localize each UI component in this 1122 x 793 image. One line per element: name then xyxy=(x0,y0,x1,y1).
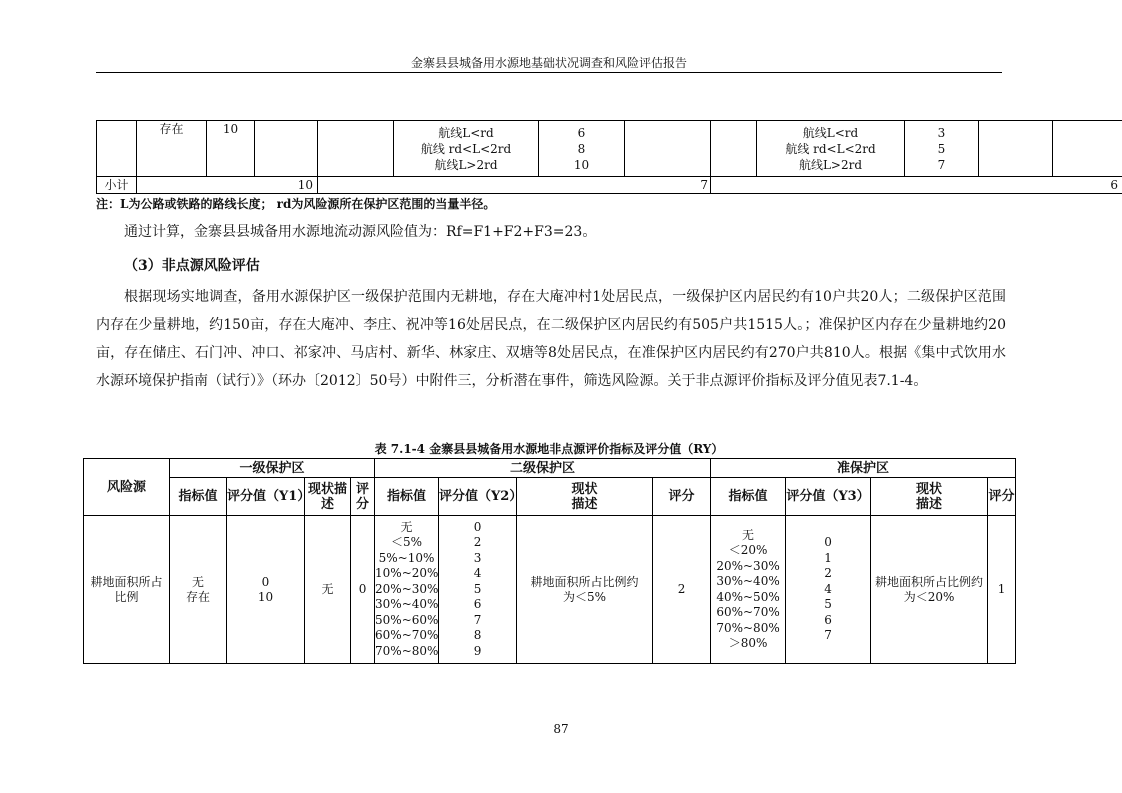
body-paragraph xyxy=(96,283,1006,395)
indicator-value: 50%~60% xyxy=(375,612,439,627)
score-value: 10 xyxy=(257,589,274,604)
score-value: 6 xyxy=(824,612,832,627)
zone2-desc-header xyxy=(517,478,653,516)
zone1-desc-header: 现状描述 xyxy=(305,478,351,516)
body-text: 根据现场实地调查，备用水源保护区一级保护范围内无耕地，存在大庵冲村1处居民点，一级保护区内居民约有10户共20人；二级保护区范围内存在少量耕地，约150亩，存在大庵冲、李庄、祝冲等16处居民点，在二级保护区内居民约有505户共1515人。；准保护区内存在少量耕地约20亩，存在储庄、石门冲、冲口、祁家冲、马店村、新华、林家庄、双塘等8处居民点，在准保护区内居民约有270户共810人。根据《集中式饮用水水源环境保护指南（试行）》（环办〔2012〕50号）中附件三，分析潜在事件，筛选风险源。关于非点源评价指标及评分值见表7.1-4。 xyxy=(96,289,1006,389)
calc-paragraph xyxy=(96,218,1006,246)
t1-indicator: 航线L<rd xyxy=(802,125,859,140)
t1-score: 6 xyxy=(577,125,586,140)
score-value: 4 xyxy=(473,566,482,581)
t1-score: 10 xyxy=(573,157,590,172)
indicator-value: 存在 xyxy=(185,589,210,604)
desc-header-line: 现状 xyxy=(571,481,598,497)
zone3-score-header: 评分值（Y3） xyxy=(786,478,871,516)
indicator-value: 60%~70% xyxy=(375,628,439,643)
zone2-header: 二级保护区 xyxy=(375,459,711,478)
header-rule xyxy=(96,72,1002,73)
t1-cell-empty xyxy=(979,121,1053,177)
calc-text: 通过计算，金寨县县城备用水源地流动源风险值为：Rf=F1+F2+F3=23。 xyxy=(124,224,597,240)
t1-exist-score: 10 xyxy=(207,121,255,177)
indicator-value: 5%~10% xyxy=(378,550,435,565)
indicator-value: 40%~50% xyxy=(716,589,780,604)
score-value: 0 xyxy=(824,535,832,550)
zone3-indicator-header: 指标值 xyxy=(711,478,786,516)
t1-indicator: 航线 rd<L<2rd xyxy=(785,141,876,156)
zone3-scores xyxy=(786,516,871,664)
t1-indicator: 航线L>2rd xyxy=(434,157,498,172)
indicator-value: 无 xyxy=(400,519,413,534)
score-value: 6 xyxy=(473,597,482,612)
score-value: 2 xyxy=(473,535,482,550)
t1-zone2-indicators xyxy=(394,121,539,177)
indicator-value: 70%~80% xyxy=(375,643,439,658)
t1-score: 7 xyxy=(937,157,946,172)
flow-source-table-continuation xyxy=(96,120,1122,194)
t1-zone3-indicators xyxy=(757,121,905,177)
indicator-value: 无 xyxy=(191,574,204,589)
indicator-value: 30%~40% xyxy=(375,597,439,612)
table-title: 表 7.1-4 金寨县县城备用水源地非点源评价指标及评分值（RY） xyxy=(374,442,724,456)
score-value: 1 xyxy=(824,550,832,565)
t1-indicator: 航线 rd<L<2rd xyxy=(420,141,512,156)
zone1-scores xyxy=(227,516,305,664)
score-value: 7 xyxy=(473,612,482,627)
t1-score: 8 xyxy=(577,141,586,156)
indicator-value: ＞80% xyxy=(728,636,768,650)
risk-source-name: 耕地面积所占比例 xyxy=(84,516,170,664)
zone3-points-header: 评分 xyxy=(988,478,1016,516)
zone3-desc-header xyxy=(871,478,988,516)
score-value: 9 xyxy=(473,643,482,658)
desc-header-line: 描述 xyxy=(916,496,943,512)
page-header: 金寨县县城备用水源地基础状况调查和风险评估报告 xyxy=(410,56,687,70)
indicator-value: 30%~40% xyxy=(716,574,780,588)
indicator-value: 无 xyxy=(742,527,755,542)
t1-score: 5 xyxy=(937,141,946,156)
zone3-desc: 耕地面积所占比例约为＜20% xyxy=(871,516,988,664)
zone2-indicator-header: 指标值 xyxy=(375,478,439,516)
zone3-header: 准保护区 xyxy=(711,459,1016,478)
indicator-value: ＜5% xyxy=(390,535,423,550)
t1-exist-label: 存在 xyxy=(137,121,207,177)
t1-indicator: 航线L>2rd xyxy=(798,157,863,172)
indicator-value: 70%~80% xyxy=(716,620,780,635)
zone3-points: 1 xyxy=(988,516,1016,664)
zone2-scores xyxy=(439,516,517,664)
desc-header-line: 描述 xyxy=(571,496,598,512)
non-point-source-table xyxy=(83,458,1016,664)
t1-subtotal-zone1: 10 xyxy=(137,177,318,194)
score-value: 0 xyxy=(473,519,482,534)
desc-header-line: 现状 xyxy=(916,481,943,497)
zone3-indicators xyxy=(711,516,786,664)
t1-subtotal-zone2: 7 xyxy=(318,177,711,194)
zone2-desc: 耕地面积所占比例约为＜5% xyxy=(517,516,653,664)
t1-indicator: 航线L<rd xyxy=(438,125,494,140)
zone1-indicators xyxy=(170,516,227,664)
zone1-points: 0 xyxy=(351,516,375,664)
indicator-value: 20%~30% xyxy=(716,558,780,573)
t1-cell-empty xyxy=(97,121,137,177)
score-value: 4 xyxy=(824,581,832,596)
page-number: 87 xyxy=(553,722,569,736)
section-heading: （3）非点源风险评估 xyxy=(124,258,260,274)
zone1-indicator-header: 指标值 xyxy=(170,478,227,516)
zone1-desc: 无 xyxy=(305,516,351,664)
t1-zone3-scores xyxy=(905,121,979,177)
t1-subtotal-label: 小计 xyxy=(97,177,137,194)
zone2-indicators xyxy=(375,516,439,664)
score-value: 5 xyxy=(824,597,832,612)
score-value: 5 xyxy=(473,581,482,596)
score-value: 2 xyxy=(824,566,832,581)
t1-cell-empty xyxy=(318,121,394,177)
score-value: 3 xyxy=(473,550,482,565)
t1-subtotal-zone3: 6 xyxy=(711,177,1122,194)
zone2-points: 2 xyxy=(653,516,711,664)
score-value: 0 xyxy=(261,574,270,589)
zone1-score-header: 评分值（Y1） xyxy=(227,478,305,516)
indicator-value: 10%~20% xyxy=(375,566,439,581)
table-note: 注：L为公路或铁路的路线长度； rd为风险源所在保护区范围的当量半径。 xyxy=(96,197,496,211)
score-value: 7 xyxy=(824,628,832,643)
t1-cell-empty xyxy=(625,121,711,177)
t1-cell-empty xyxy=(711,121,757,177)
t1-score: 3 xyxy=(937,125,946,140)
zone1-points-header: 评分 xyxy=(351,478,375,516)
indicator-value: ＜20% xyxy=(728,543,768,557)
indicator-value: 60%~70% xyxy=(716,605,780,619)
zone2-points-header: 评分 xyxy=(653,478,711,516)
zone2-score-header: 评分值（Y2） xyxy=(439,478,517,516)
t1-cell-empty xyxy=(255,121,318,177)
t1-zone2-scores xyxy=(539,121,625,177)
t1-cell-empty xyxy=(1053,121,1122,177)
score-value: 8 xyxy=(473,628,482,643)
zone1-header: 一级保护区 xyxy=(170,459,375,478)
indicator-value: 20%~30% xyxy=(375,581,439,596)
risk-source-header: 风险源 xyxy=(84,459,170,516)
